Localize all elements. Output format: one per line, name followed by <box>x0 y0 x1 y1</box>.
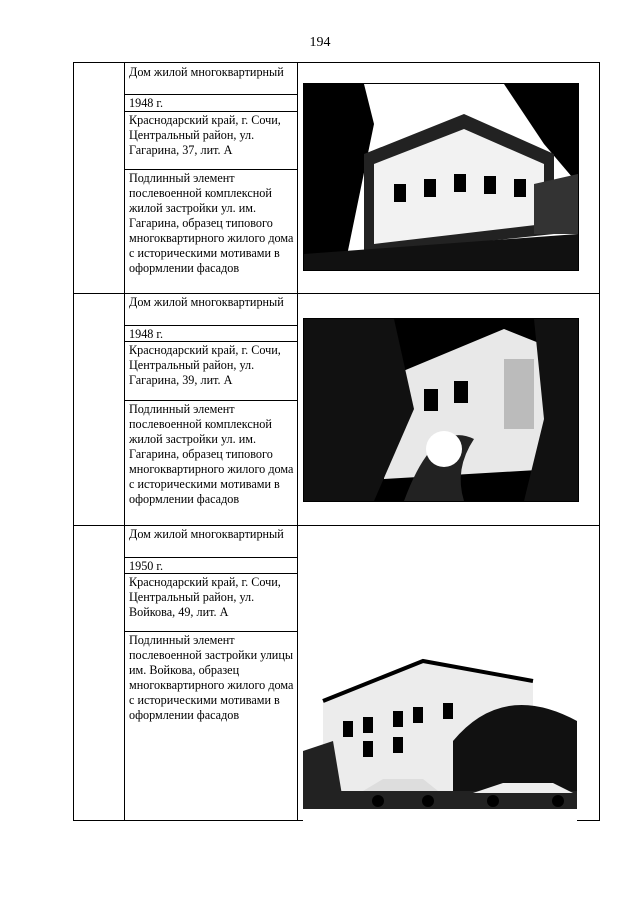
cell-divider <box>124 341 297 342</box>
building-photo <box>303 641 577 831</box>
building-name: Дом жилой многоквартирный <box>129 527 284 541</box>
table-row <box>74 63 599 293</box>
building-photo <box>303 83 579 271</box>
table-row <box>74 525 599 822</box>
cell-divider <box>124 557 297 558</box>
building-description: Подлинный элемент послевоенной застройки улицы им. Войкова, образец многоквартирного жилого дома с историческими мотивами в оформлении фасадов <box>129 633 294 722</box>
building-address: Краснодарский край, г. Сочи, Центральный район, ул. Войкова, 49, лит. А <box>129 575 281 619</box>
building-name: Дом жилой многоквартирный <box>129 65 284 79</box>
building-photo <box>303 318 579 502</box>
cell-divider <box>124 631 297 632</box>
building-address: Краснодарский край, г. Сочи, Центральный район, ул. Гагарина, 39, лит. А <box>129 343 281 387</box>
cell-divider <box>124 325 297 326</box>
building-name: Дом жилой многоквартирный <box>129 295 284 309</box>
cell-divider <box>124 400 297 401</box>
registry-table <box>73 62 600 821</box>
cell-divider <box>124 94 297 95</box>
cell-divider <box>124 169 297 170</box>
building-address: Краснодарский край, г. Сочи, Центральный район, ул. Гагарина, 37, лит. А <box>129 113 281 157</box>
construction-year: 1950 г. <box>129 559 164 573</box>
cell-divider <box>124 111 297 112</box>
building-description: Подлинный элемент послевоенной комплексной жилой застройки ул. им. Гагарина, образец типового многоквартирного жилого дома с историческими мотивами в оформлении фасадов <box>129 171 294 275</box>
building-description: Подлинный элемент послевоенной комплексной жилой застройки ул. им. Гагарина, образец типового многоквартирного жилого дома с историческими мотивами в оформлении фасадов <box>129 402 294 506</box>
page-number: 194 <box>309 35 331 50</box>
construction-year: 1948 г. <box>129 327 164 341</box>
table-row <box>74 293 599 525</box>
construction-year: 1948 г. <box>129 96 164 110</box>
cell-divider <box>124 573 297 574</box>
